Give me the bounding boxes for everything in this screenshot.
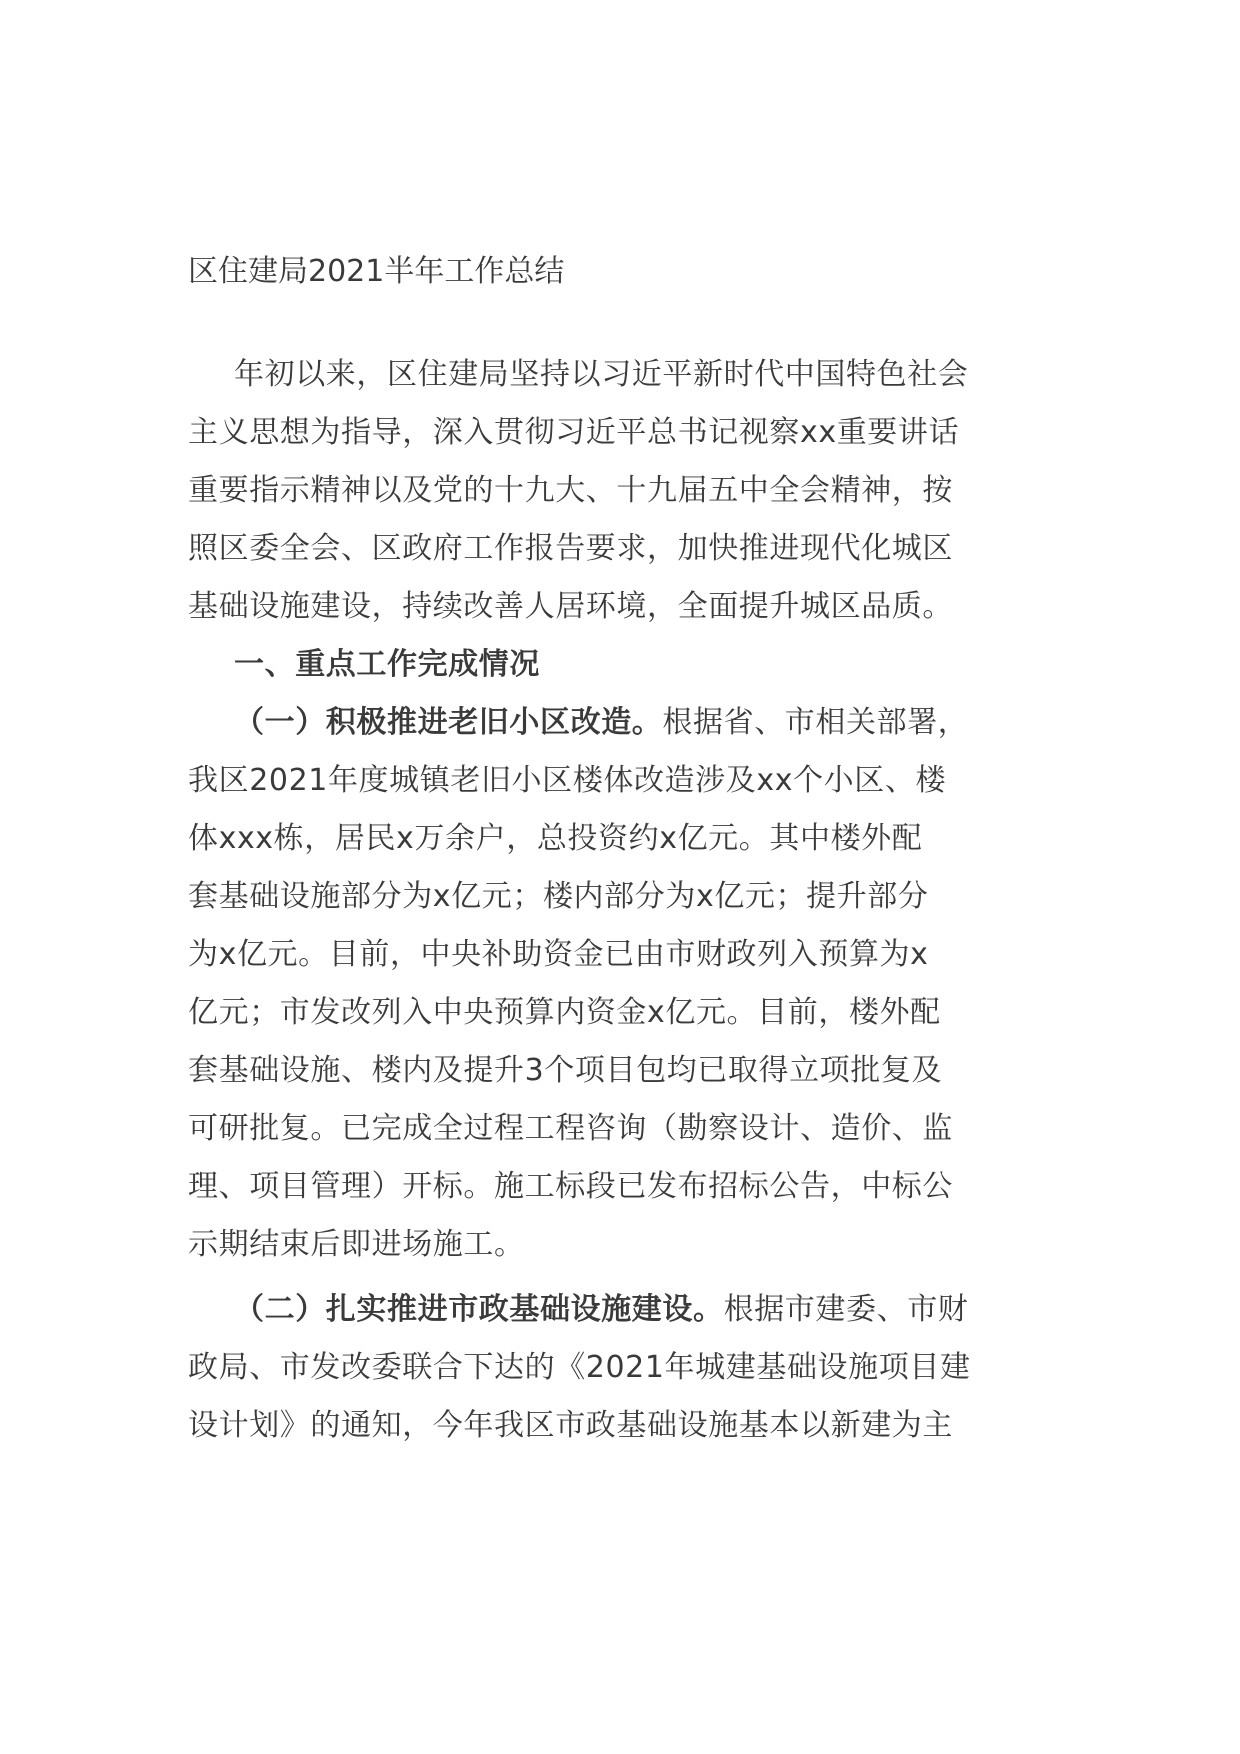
text-line (188, 1225, 525, 1265)
body-text: 根据省、市相关部署， (662, 705, 969, 740)
text-line (188, 993, 941, 1033)
text-line (188, 877, 929, 917)
text-line (188, 1348, 971, 1388)
text-line (234, 703, 968, 743)
body-text: 重要指示精神以及党的十九大、十九届五中全会精神，按 (188, 473, 953, 508)
body-text: 我区2021年度城镇老旧小区楼体改造涉及xx个小区、楼 (188, 763, 947, 798)
body-text: 体xxx栋，居民x万余户，总投资约x亿元。其中楼外配 (188, 821, 923, 856)
body-text: 基础设施建设，持续改善人居环境，全面提升城区品质。 (188, 589, 953, 624)
text-line (188, 413, 959, 453)
body-text: 套基础设施部分为x亿元；楼内部分为x亿元；提升部分 (188, 879, 929, 914)
text-line (188, 935, 929, 975)
text-line (188, 1051, 942, 1091)
body-text: 年初以来，区住建局坚持以习近平新时代中国特色社会 (234, 357, 969, 392)
text-line (188, 819, 922, 859)
body-text: 可研批复。已完成全过程工程咨询（勘察设计、造价、监 (188, 1111, 953, 1146)
body-text: 根据市建委、市财 (723, 1292, 969, 1327)
body-text: 为x亿元。目前，中央补助资金已由市财政列入预算为x (188, 937, 929, 972)
bold-heading-text: （二）扎实推进市政基础设施建设。 (234, 1292, 724, 1327)
text-line (188, 1167, 953, 1207)
text-line (234, 355, 968, 395)
bold-heading-text: 一、重点工作完成情况 (234, 647, 540, 682)
text-line (188, 1406, 953, 1446)
bold-heading-text: （一）积极推进老旧小区改造。 (234, 705, 663, 740)
body-text: 设计划》的通知，今年我区市政基础设施基本以新建为主 (188, 1408, 953, 1443)
text-line (188, 471, 953, 511)
text-line (188, 1109, 953, 1149)
body-text: 亿元；市发改列入中央预算内资金x亿元。目前，楼外配 (188, 995, 941, 1030)
body-text: 示期结束后即进场施工。 (188, 1227, 525, 1262)
text-line (188, 761, 946, 801)
body-text: 理、项目管理）开标。施工标段已发布招标公告，中标公 (188, 1169, 953, 1204)
document-title: 区住建局2021半年工作总结 (188, 254, 565, 289)
body-text: 政局、市发改委联合下达的《2021年城建基础设施项目建 (188, 1350, 971, 1385)
text-line (234, 645, 540, 685)
body-text: 主义思想为指导，深入贯彻习近平总书记视察xx重要讲话 (188, 415, 960, 450)
text-line (188, 529, 953, 569)
text-line (188, 587, 953, 627)
body-text: 套基础设施、楼内及提升3个项目包均已取得立项批复及 (188, 1053, 943, 1088)
text-line (234, 1290, 968, 1330)
body-text: 照区委全会、区政府工作报告要求，加快推进现代化城区 (188, 531, 953, 566)
